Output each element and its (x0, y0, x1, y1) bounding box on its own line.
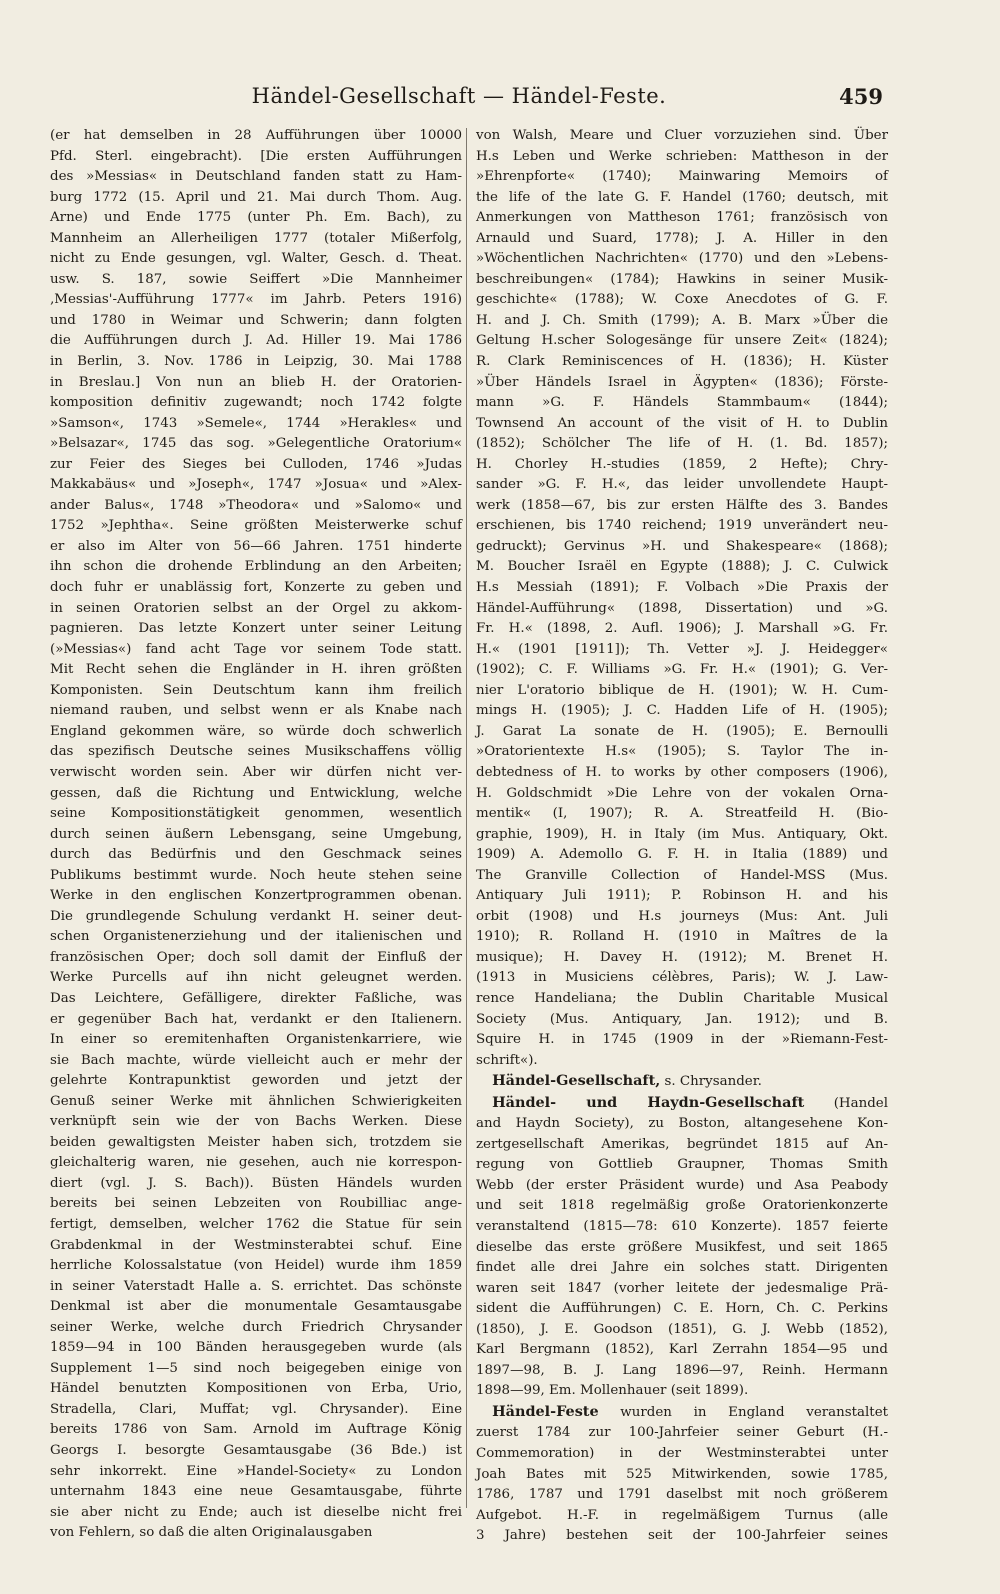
entry-text: (Handel (833, 1095, 888, 1111)
text-line: seine Kompositionstätigkeit genommen, wesentlich (50, 806, 462, 822)
text-line: werk (1858—67, bis zur ersten Hälfte des 3. Bandes (476, 497, 888, 513)
text-line: nicht zu Ende gesungen, vgl. Walter, Gesch. d. Theat. (50, 251, 462, 267)
text-line: regung von Gottlieb Graupner, Thomas Smith (476, 1157, 888, 1173)
text-line: H.s Messiah (1891); F. Volbach »Die Praxis der (476, 580, 888, 596)
text-line: burg 1772 (15. April und 21. Mai durch Thom. Aug. (50, 189, 462, 205)
text-line: »Ehrenpforte« (1740); Mainwaring Memoirs of (476, 169, 888, 185)
text-line: findet alle drei Jahre ein solches statt. Dirigenten (476, 1260, 888, 1276)
text-line: Stradella, Clari, Muffat; vgl. Chrysander). Eine (50, 1401, 462, 1417)
text-line: 1898—99, Em. Mollenhauer (seit 1899). (476, 1383, 749, 1399)
text-line: er gegenüber Bach hat, verdankt er den Italienern. (50, 1011, 462, 1027)
text-line: Arnauld und Suard, 1778); J. A. Hiller in den (476, 230, 888, 246)
running-head: Händel-Gesellschaft — Händel-Feste. (251, 84, 667, 108)
text-line: M. Boucher Israël en Egypte (1888); J. C. Culwick (476, 559, 888, 575)
entry-text: wurden in England veranstaltet (620, 1404, 888, 1420)
text-line: 1786, 1787 und 1791 daselbst mit noch größerem (476, 1487, 888, 1503)
text-line: the life of the late G. F. Handel (1760; deutsch, mit (476, 189, 888, 205)
text-line: zertgesellschaft Amerikas, begründet 1815 auf An- (476, 1136, 888, 1152)
text-line: Denkmal ist aber die monumentale Gesamtausgabe (50, 1299, 462, 1315)
text-line: ‚Messias'-Aufführung 1777« im Jahrb. Peters 1916) (50, 292, 462, 308)
text-line: orbit (1908) und H.s journeys (Mus: Ant. Juli (476, 908, 888, 924)
text-line: komposition definitiv zugewandt; noch 1742 folgte (50, 395, 462, 411)
text-line: Werke Purcells auf ihn nicht geleugnet werden. (50, 970, 462, 986)
text-line: in seiner Vaterstadt Halle a. S. errichtet. Das schönste (50, 1278, 462, 1294)
text-line: seiner Werke, welche durch Friedrich Chrysander (50, 1319, 462, 1335)
text-line: »Belsazar«, 1745 das sog. »Gelegentliche Oratorium« (50, 436, 462, 452)
text-line: Webb (der erster Präsident wurde) und Asa Peabody (476, 1177, 888, 1193)
text-line: bereits bei seinen Lebzeiten von Roubilliac ange- (50, 1196, 462, 1212)
text-line: gelehrte Kontrapunktist geworden und jetzt der (50, 1073, 462, 1089)
text-line: The Granville Collection of Handel-MSS (Mus. (476, 867, 888, 883)
text-line: sident die Aufführungen) C. E. Horn, Ch. C. Perkins (476, 1301, 888, 1317)
text-line: Händel benutzten Kompositionen von Erba, Urio, (50, 1381, 462, 1397)
text-line: von Walsh, Meare und Cluer vorzuziehen sind. Über (476, 128, 888, 143)
text-line: sehr inkorrekt. Eine »Handel-Society« zu London (50, 1463, 462, 1479)
text-line: 3 Jahre) bestehen seit der 100-Jahrfeier seines (476, 1528, 888, 1544)
text-line: graphie, 1909), H. in Italy (im Mus. Antiquary, Okt. (476, 826, 888, 842)
text-line: mentik« (I, 1907); R. A. Streatfeild H. (Bio- (476, 806, 888, 822)
text-line: H. Goldschmidt »Die Lehre von der vokalen Orna- (476, 785, 888, 801)
text-line: veranstaltend (1815—78: 610 Konzerte). 1857 feierte (476, 1218, 888, 1234)
text-line: (1913 in Musiciens célèbres, Paris); W. J. Law- (476, 970, 888, 986)
text-line: doch fuhr er unablässig fort, Konzerte zu geben und (50, 580, 462, 596)
text-line: »Wöchentlichen Nachrichten« (1770) und den »Lebens- (476, 251, 888, 267)
headword: Händel-Feste (492, 1402, 599, 1420)
text-line: H. and J. Ch. Smith (1799); A. B. Marx »Über die (476, 312, 888, 328)
text-line: ander Balus«, 1748 »Theodora« und »Salomo« und (50, 497, 462, 513)
text-line: des »Messias« in Deutschland fanden statt zu Ham- (50, 169, 462, 185)
text-line: usw. S. 187, sowie Seiffert »Die Mannheimer (50, 271, 462, 287)
headword: Händel-Gesellschaft, (492, 1072, 661, 1090)
text-line: Die grundlegende Schulung verdankt H. seiner deut- (50, 908, 462, 924)
text-line: dieselbe das erste größere Musikfest, und seit 1865 (476, 1239, 888, 1255)
text-line: Aufgebot. H.-F. in regelmäßigem Turnus (alle (476, 1507, 888, 1523)
text-line: (»Messias«) fand acht Tage vor seinem Tode statt. (50, 641, 462, 657)
text-line: Georgs I. besorgte Gesamtausgabe (36 Bde.) ist (50, 1443, 462, 1458)
text-line: und 1780 in Weimar und Schwerin; dann folgten (50, 312, 462, 328)
text-line: die Aufführungen durch J. Ad. Hiller 19. Mai 1786 (50, 333, 462, 349)
text-line: Townsend An account of the visit of H. to Dublin (476, 415, 888, 431)
text-line: Squire H. in 1745 (1909 in der »Riemann-Fest- (476, 1032, 888, 1048)
left-column (50, 126, 462, 1544)
text-line: »Samson«, 1743 »Semele«, 1744 »Herakles« und (50, 415, 462, 431)
text-line: pagnieren. Das letzte Konzert unter seiner Leitung (50, 621, 462, 637)
entry-haendel-feste (476, 1402, 888, 1547)
headword: Händel- und Haydn-Gesellschaft (492, 1093, 805, 1111)
text-line: Händel-Aufführung« (1898, Dissertation) und »G. (476, 600, 888, 616)
text-line: Anmerkungen von Mattheson 1761; französisch von (476, 210, 888, 226)
text-line: zur Feier des Sieges bei Culloden, 1746 »Judas (50, 456, 462, 472)
text-line: »Über Händels Israel in Ägypten« (1836); Förste- (476, 374, 888, 390)
text-line: Geltung H.scher Sologesänge für unsere Zeit« (1824); (476, 333, 888, 349)
text-line: in Berlin, 3. Nov. 1786 in Leipzig, 30. Mai 1788 (50, 354, 462, 370)
text-line: französischen Oper; doch soll damit der Einfluß der (50, 949, 462, 965)
text-line: Arne) und Ende 1775 (unter Ph. Em. Bach), zu (50, 210, 462, 226)
text-line: 1752 »Jephtha«. Seine größten Meisterwerke schuf (50, 518, 462, 534)
text-line: sie Bach machte, würde vielleicht auch er mehr der (50, 1052, 462, 1068)
text-line: Mit Recht sehen die Engländer in H. ihren größten (50, 662, 462, 678)
text-line: Das Leichtere, Gefälligere, direkter Faßliche, was (50, 990, 462, 1006)
text-line: Karl Bergmann (1852), Karl Zerrahn 1854—95 und (476, 1342, 888, 1358)
text-line: Makkabäus« und »Joseph«, 1747 »Josua« und »Alex- (50, 477, 462, 493)
text-line: In einer so eremitenhaften Organistenkarriere, wie (50, 1032, 462, 1048)
text-line: durch das Bedürfnis und den Geschmack seines (50, 847, 462, 863)
text-line: bereits 1786 von Sam. Arnold im Auftrage König (50, 1422, 462, 1438)
text-line: 1859—94 in 100 Bänden herausgegeben wurde (als (50, 1340, 462, 1356)
text-line: Grabdenkmal in der Westminsterabtei schuf. Eine (50, 1237, 462, 1253)
text-line: gleichalterig waren, nie gesehen, auch nie korrespon- (50, 1155, 462, 1171)
text-line: Fr. H.« (1898, 2. Aufl. 1906); J. Marshall »G. Fr. (476, 621, 888, 637)
text-line: verknüpft sein wie der von Bachs Werken. Diese (50, 1114, 462, 1130)
text-line: Genuß seiner Werke mit ähnlichen Schwierigkeiten (50, 1093, 462, 1109)
right-column (476, 126, 888, 1547)
text-line: England gekommen wäre, so würde doch schwerlich (50, 723, 462, 739)
text-line: erschienen, bis 1740 reichend; 1919 unverändert neu- (476, 518, 888, 534)
bibliography-block (476, 126, 888, 1071)
text-line: waren seit 1847 (vorher leitete der jedesmalige Prä- (476, 1280, 888, 1296)
text-line: niemand rauben, und selbst wenn er als Knabe nach (50, 703, 462, 719)
text-line: 1909) A. Ademollo G. F. H. in Italia (1889) und (476, 847, 888, 863)
text-line: schrift«). (476, 1052, 538, 1068)
text-line: H.s Leben und Werke schrieben: Mattheson in der (476, 148, 888, 164)
text-line: (1852); Schölcher The life of H. (1. Bd. 1857); (476, 436, 888, 452)
text-line: H. Chorley H.-studies (1859, 2 Hefte); Chry- (476, 456, 888, 472)
text-line: durch seinen äußern Lebensgang, seine Umgebung, (50, 826, 462, 842)
text-line: Joah Bates mit 525 Mitwirkenden, sowie 1785, (476, 1466, 888, 1482)
text-line: fertigt, demselben, welcher 1762 die Statue für sein (50, 1216, 462, 1232)
text-line: ihn schon die drohende Erblindung an den Arbeiten; (50, 559, 462, 575)
entry-first-line (476, 1093, 888, 1115)
text-line: sie aber nicht zu Ende; auch ist dieselbe nicht frei (50, 1504, 462, 1520)
entry-haendel-gesellschaft (476, 1071, 888, 1093)
entry-body (476, 1114, 888, 1402)
text-line: (1902); C. F. Williams »G. Fr. H.« (1901); G. Ver- (476, 662, 888, 678)
text-line: zuerst 1784 zur 100-Jahrfeier seiner Geburt (H.- (476, 1425, 888, 1441)
text-line: 1910); R. Rolland H. (1910 in Maîtres de la (476, 929, 888, 945)
column-divider (466, 128, 467, 1508)
text-line: schen Organistenerziehung und der italienischen und (50, 929, 462, 945)
text-line: verwischt worden sein. Aber wir dürfen nicht ver- (50, 764, 462, 780)
text-line: das spezifisch Deutsche seines Musikschaffens völlig (50, 744, 462, 760)
text-line: gessen, daß die Richtung und Entwicklung, welche (50, 785, 462, 801)
text-line: beiden gewaltigsten Meister haben sich, trotzdem sie (50, 1134, 462, 1150)
text-line: (er hat demselben in 28 Aufführungen über 10000 (50, 128, 462, 143)
text-line: Publikums bestimmt wurde. Noch heute stehen seine (50, 867, 462, 883)
text-line: und seit 1818 regelmäßig große Oratorienkonzerte (476, 1198, 888, 1214)
text-line: Pfd. Sterl. eingebracht). [Die ersten Aufführungen (50, 148, 462, 164)
text-line: (1850), J. E. Goodson (1851), G. J. Webb (1852), (476, 1321, 888, 1337)
text-line: rence Handeliana; the Dublin Charitable Musical (476, 990, 888, 1006)
entry-haendel-haydn-gesellschaft (476, 1093, 888, 1402)
text-line: unternahm 1843 eine neue Gesamtausgabe, führte (50, 1484, 462, 1500)
entry-text: s. Chrysander. (664, 1074, 762, 1090)
text-line: gedruckt); Gervinus »H. und Shakespeare« (1868); (476, 538, 888, 554)
text-line: mings H. (1905); J. C. Hadden Life of H. (1905); (476, 703, 888, 719)
text-line: in Breslau.] Von nun an blieb H. der Oratorien- (50, 374, 462, 390)
text-line: Antiquary Juli 1911); P. Robinson H. and his (476, 888, 888, 904)
text-line: R. Clark Reminiscences of H. (1836); H. Küster (476, 354, 888, 370)
text-line: von Fehlern, so daß die alten Originalausgaben (50, 1525, 373, 1541)
text-line: Society (Mus. Antiquary, Jan. 1912); und B. (476, 1011, 888, 1027)
text-line: er also im Alter von 56—66 Jahren. 1751 hinderte (50, 538, 462, 554)
entry-first-line (476, 1402, 888, 1424)
text-line: in seinen Oratorien selbst an der Orgel zu akkom- (50, 600, 462, 616)
text-line: herrliche Kolossalstatue (von Heidel) wurde ihm 1859 (50, 1258, 462, 1274)
text-line: J. Garat La sonate de H. (1905); E. Bernoulli (476, 723, 888, 739)
text-line: beschreibungen« (1784); Hawkins in seiner Musik- (476, 271, 888, 287)
text-line: Mannheim an Allerheiligen 1777 (totaler Mißerfolg, (50, 230, 462, 246)
page-number: 459 (839, 84, 883, 109)
text-line: H.« (1901 [1911]); Th. Vetter »J. J. Heidegger« (476, 641, 888, 657)
text-line: Komponisten. Sein Deutschtum kann ihm freilich (50, 682, 462, 698)
text-line: Supplement 1—5 sind noch beigegeben einige von (50, 1360, 462, 1376)
text-line: mann »G. F. Händels Stammbaum« (1844); (476, 395, 888, 411)
text-line: Werke in den englischen Konzertprogrammen obenan. (50, 888, 462, 904)
text-line: geschichte« (1788); W. Coxe Anecdotes of G. F. (476, 292, 888, 308)
text-line: diert (vgl. J. S. Bach)). Büsten Händels wurden (50, 1175, 462, 1191)
text-line: and Haydn Society), zu Boston, altangesehene Kon- (476, 1116, 888, 1132)
text-line: Commemoration) in der Westminsterabtei unter (476, 1446, 888, 1461)
text-line: debtedness of H. to works by other composers (1906), (476, 764, 888, 780)
text-line: nier L'oratorio biblique de H. (1901); W. H. Cum- (476, 682, 888, 698)
text-line: 1897—98, B. J. Lang 1896—97, Reinh. Hermann (476, 1362, 888, 1378)
text-line: sander »G. F. H.«, das leider unvollendete Haupt- (476, 477, 888, 493)
entry-body (476, 1423, 888, 1546)
text-line: musique); H. Davey H. (1912); M. Brenet H. (476, 949, 888, 965)
text-line: »Oratorientexte H.s« (1905); S. Taylor The in- (476, 744, 888, 760)
